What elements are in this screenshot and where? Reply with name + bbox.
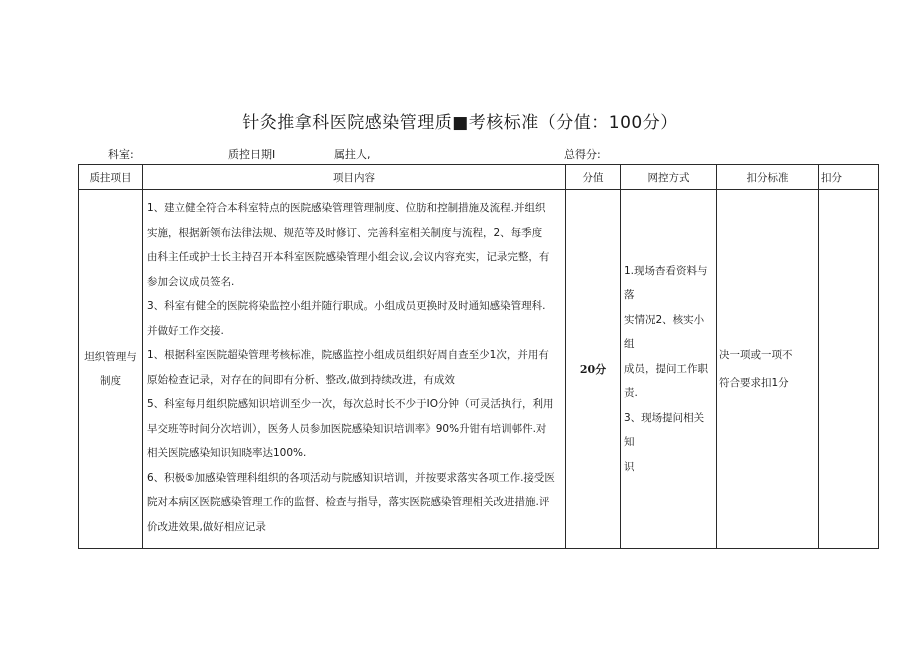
content-line: 价改进效果,做好相应记录 [147, 520, 266, 533]
score-cell: 20分 [566, 190, 621, 549]
total-score-label: 总得分: [564, 148, 601, 161]
method-line: 责. [624, 387, 638, 400]
header-content: 项目内容 [143, 165, 566, 190]
inspection-date-label: 质控日期I [228, 148, 276, 161]
method-line: 1.现场杳看资料与落 [624, 264, 708, 302]
method-line: 3、现场提问相关知 [624, 411, 705, 449]
content-line: 院对本病区医院感染管理工作的监督、检查与指导，落实医院感染管理相关改进措施.评 [147, 496, 550, 508]
header-deduction-standard: 扣分标准 [717, 165, 819, 190]
table-row [79, 190, 879, 549]
header-method: 网控方式 [621, 165, 717, 190]
content-line: 5、科室每月组织院感知识培训至少一次，每次总时长不少于IO分钟（可灵活执行，利用 [147, 398, 554, 410]
deduction-cell[interactable] [819, 190, 879, 549]
content-line: 1、根据科室医院超染管理考核标准，院感监控小组成员组织好周自查至少1次，并用有 [147, 349, 549, 361]
header-deduction: 扣分 [819, 165, 879, 190]
standard-line: 符合要求扣1分 [719, 377, 789, 389]
assessment-table [78, 164, 879, 549]
content-line: 参加会议成员签名. [147, 275, 235, 288]
header-score: 分值 [566, 165, 621, 190]
content-line: 早交班等时间分次培训），医务人员参加医院感染知识培训率》90%升钳有培训邨件.对 [147, 422, 547, 435]
content-line: 6、积极⑤加感染管理科组织的各项活动与院感知识培训，并按要求落实各项工作.接受医 [147, 471, 555, 484]
department-label: 科室: [108, 148, 134, 161]
method-line: 成员，提问工作职 [624, 362, 708, 375]
item-cell [79, 190, 143, 549]
item-line: 制度 [100, 375, 121, 387]
deduction-standard-cell [717, 190, 819, 549]
table-header-row [79, 165, 879, 190]
content-cell [143, 190, 566, 549]
content-line: 3、科室有健全的医院将染监控小组并随行职成。小组成员更换时及时通知感染管理科. [147, 300, 546, 312]
content-line: 实施，根据新领布法律法规、规范等及时修订、完善科室相关制度与流程，2、每季度 [147, 226, 543, 239]
header-item: 质拄项目 [79, 165, 143, 190]
responsible-person-label: 属拄人, [334, 148, 371, 161]
standard-line: 决一项或一项不 [719, 349, 793, 361]
document-title: 针灸推拿科医院感染管理质■考核标准（分值：100分） [242, 113, 678, 133]
content-line: 原始检查记录，对存在的间即有分析、整改,做到持续改进，有成效 [147, 373, 455, 386]
content-line: 相关医院感染知识知晓率达100%. [147, 447, 307, 459]
content-line: 1、建立健全符合本科室特点的医院感染管理管理制度、位肪和控制措施及流程.并组织 [147, 202, 546, 214]
item-line: 坦织管理与 [84, 351, 137, 363]
content-line: 由科主任或护士长主持召开本科室医院感染管理小组会议,会议内容充实，记录完整，有 [147, 251, 550, 263]
method-cell [621, 190, 717, 549]
content-line: 并做好工作交接. [147, 324, 224, 337]
method-line: 实情况2、核实小组 [624, 313, 705, 351]
method-line: 识 [624, 460, 635, 473]
